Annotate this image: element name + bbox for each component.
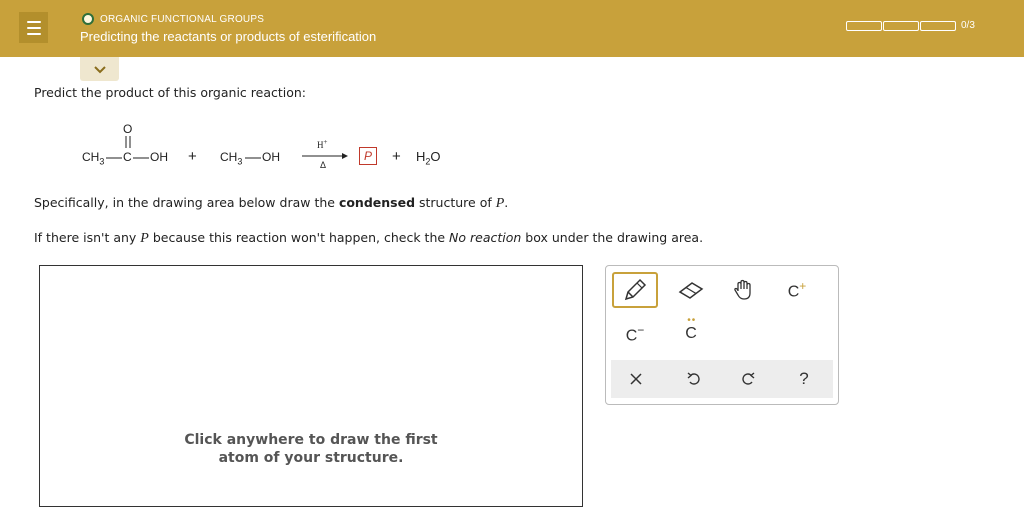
progress-indicator	[846, 20, 975, 31]
progress-text: 0/3	[961, 20, 975, 31]
plus-sign: +	[392, 148, 401, 165]
instruction-no-reaction: If there isn't any P because this reaction won't happen, check the No reaction box under the drawing area.	[34, 230, 704, 246]
undo-button[interactable]	[671, 361, 717, 397]
lone-pair-tool[interactable]	[668, 316, 714, 352]
drawing-toolbox	[605, 265, 839, 405]
carbonyl-oxygen: O	[123, 122, 133, 136]
heat-label: Δ	[320, 160, 327, 170]
carbonyl-carbon: C	[123, 150, 132, 164]
collapse-toggle[interactable]	[80, 57, 119, 81]
plus-sign: +	[188, 148, 197, 165]
alcohol-oh: OH	[262, 150, 280, 164]
menu-button[interactable]	[19, 12, 48, 43]
hamburger-icon	[27, 21, 41, 23]
drawing-hint: Click anywhere to draw the first atom of your structure.	[184, 432, 438, 466]
product-p-box: P	[359, 147, 377, 165]
progress-segment	[846, 21, 882, 31]
acid-oh: OH	[150, 150, 168, 164]
reaction-equation	[0, 115, 600, 175]
close-icon	[629, 372, 643, 386]
instruction-condensed: Specifically, in the drawing area below draw the condensed structure of P.	[34, 195, 509, 211]
double-bond-icon	[124, 136, 132, 148]
page-title: Predicting the reactants or products of esterification	[80, 29, 377, 44]
pencil-tool[interactable]	[612, 272, 658, 308]
progress-segment	[920, 21, 956, 31]
chevron-down-icon	[93, 65, 107, 74]
action-bar	[611, 360, 833, 398]
drawing-canvas[interactable]	[39, 265, 583, 507]
topic-status-icon	[82, 13, 94, 25]
undo-icon	[686, 371, 702, 387]
reactant-ch3: $CH_3$	[82, 150, 105, 167]
question-prompt: Predict the product of this organic reaction:	[34, 85, 307, 100]
bond-icon	[133, 157, 149, 159]
progress-segment	[883, 21, 919, 31]
bond-icon	[106, 157, 122, 159]
reaction-arrow-icon	[302, 152, 348, 160]
carbocation-label: C+	[787, 278, 807, 301]
help-icon: ?	[799, 369, 809, 388]
pencil-icon	[622, 277, 648, 303]
clear-button[interactable]	[613, 361, 659, 397]
lone-pair-label: •• C	[685, 315, 697, 342]
carbocation-tool[interactable]	[774, 272, 820, 308]
bond-icon	[245, 157, 261, 159]
water-product: $H_2O$	[416, 149, 441, 167]
eraser-tool[interactable]	[668, 272, 714, 308]
help-button[interactable]	[781, 361, 827, 397]
carbanion-tool[interactable]	[612, 316, 658, 352]
catalyst-label: H+	[317, 138, 328, 150]
eraser-icon	[677, 279, 705, 301]
hand-icon	[731, 278, 755, 302]
header-bar	[0, 0, 1024, 57]
topic-row	[82, 13, 264, 25]
redo-icon	[740, 371, 756, 387]
move-tool[interactable]	[720, 272, 766, 308]
redo-button[interactable]	[725, 361, 771, 397]
alcohol-ch3: $CH_3$	[220, 150, 243, 167]
topic-label: ORGANIC FUNCTIONAL GROUPS	[100, 13, 265, 25]
carbanion-label: C−	[625, 322, 645, 345]
